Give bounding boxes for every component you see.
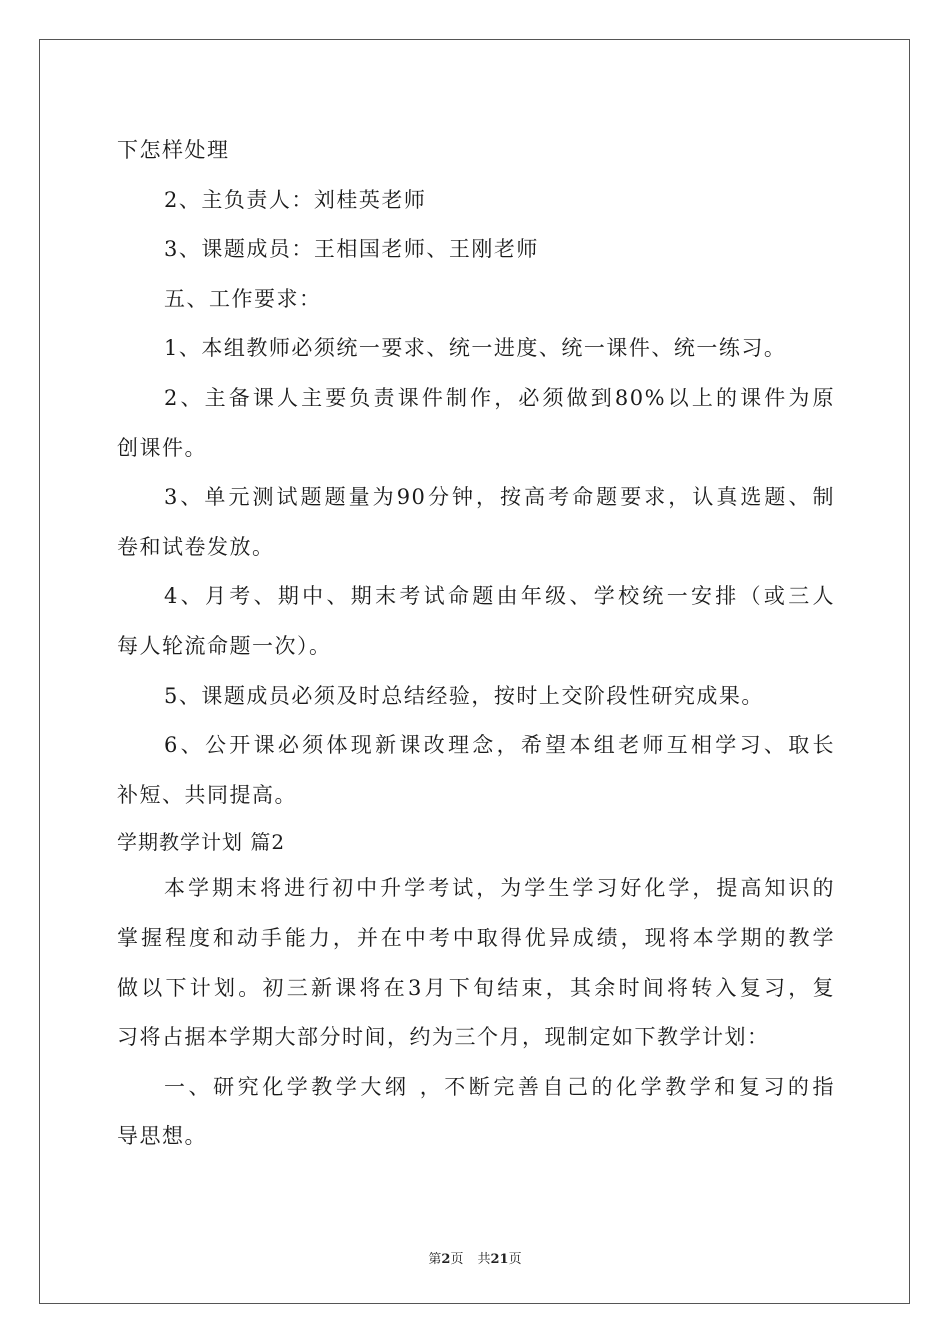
section-heading: 五、工作要求： bbox=[164, 286, 322, 311]
text-line: 卷和试卷发放。 bbox=[117, 534, 275, 559]
text-line: 下怎样处理 bbox=[117, 138, 230, 162]
text-line: 一、研究化学教学大纲 ，不断完善自己的化学教学和复习的指 bbox=[164, 1074, 835, 1099]
text-line: 3、单元测试题题量为90分钟，按高考命题要求，认真选题、制 bbox=[164, 485, 835, 510]
text-line: 补短、共同提高。 bbox=[117, 782, 297, 807]
footer-total-prefix: 共 bbox=[477, 1252, 491, 1267]
text-line: 导思想。 bbox=[117, 1124, 207, 1149]
text-line: 每人轮流命题一次）。 bbox=[117, 633, 332, 658]
text-line: 2、主负责人：刘桂英老师 bbox=[164, 187, 427, 212]
text-line: 创课件。 bbox=[117, 435, 207, 460]
page-footer bbox=[0, 1248, 950, 1267]
text-line: 做以下计划。初三新课将在3月下旬结束，其余时间将转入复习，复 bbox=[117, 975, 835, 1000]
text-line: 本学期末将进行初中升学考试，为学生学习好化学，提高知识的 bbox=[164, 876, 835, 901]
footer-page-word: 页 bbox=[450, 1252, 464, 1267]
text-line: 6、公开课必须体现新课改理念，希望本组老师互相学习、取长 bbox=[164, 733, 835, 758]
footer-total-suffix: 页 bbox=[508, 1252, 522, 1267]
text-line: 4、月考、期中、期末考试命题由年级、学校统一安排（或三人 bbox=[164, 584, 835, 609]
text-line: 5、课题成员必须及时总结经验，按时上交阶段性研究成果。 bbox=[164, 683, 764, 708]
text-line: 3、课题成员：王相国老师、王刚老师 bbox=[164, 237, 539, 262]
text-line: 2、主备课人主要负责课件制作，必须做到80%以上的课件为原 bbox=[164, 385, 835, 410]
document-body bbox=[117, 126, 835, 1162]
section-title: 学期教学计划 篇2 bbox=[117, 830, 286, 855]
footer-prefix: 第 bbox=[428, 1252, 442, 1267]
current-page-number: 2 bbox=[441, 1252, 451, 1267]
text-line: 1、本组教师必须统一要求、统一进度、统一课件、统一练习。 bbox=[164, 336, 787, 361]
total-pages-number: 21 bbox=[490, 1252, 509, 1267]
text-line: 习将占据本学期大部分时间，约为三个月，现制定如下教学计划： bbox=[117, 1025, 770, 1050]
text-line: 掌握程度和动手能力，并在中考中取得优异成绩，现将本学期的教学 bbox=[117, 925, 835, 950]
